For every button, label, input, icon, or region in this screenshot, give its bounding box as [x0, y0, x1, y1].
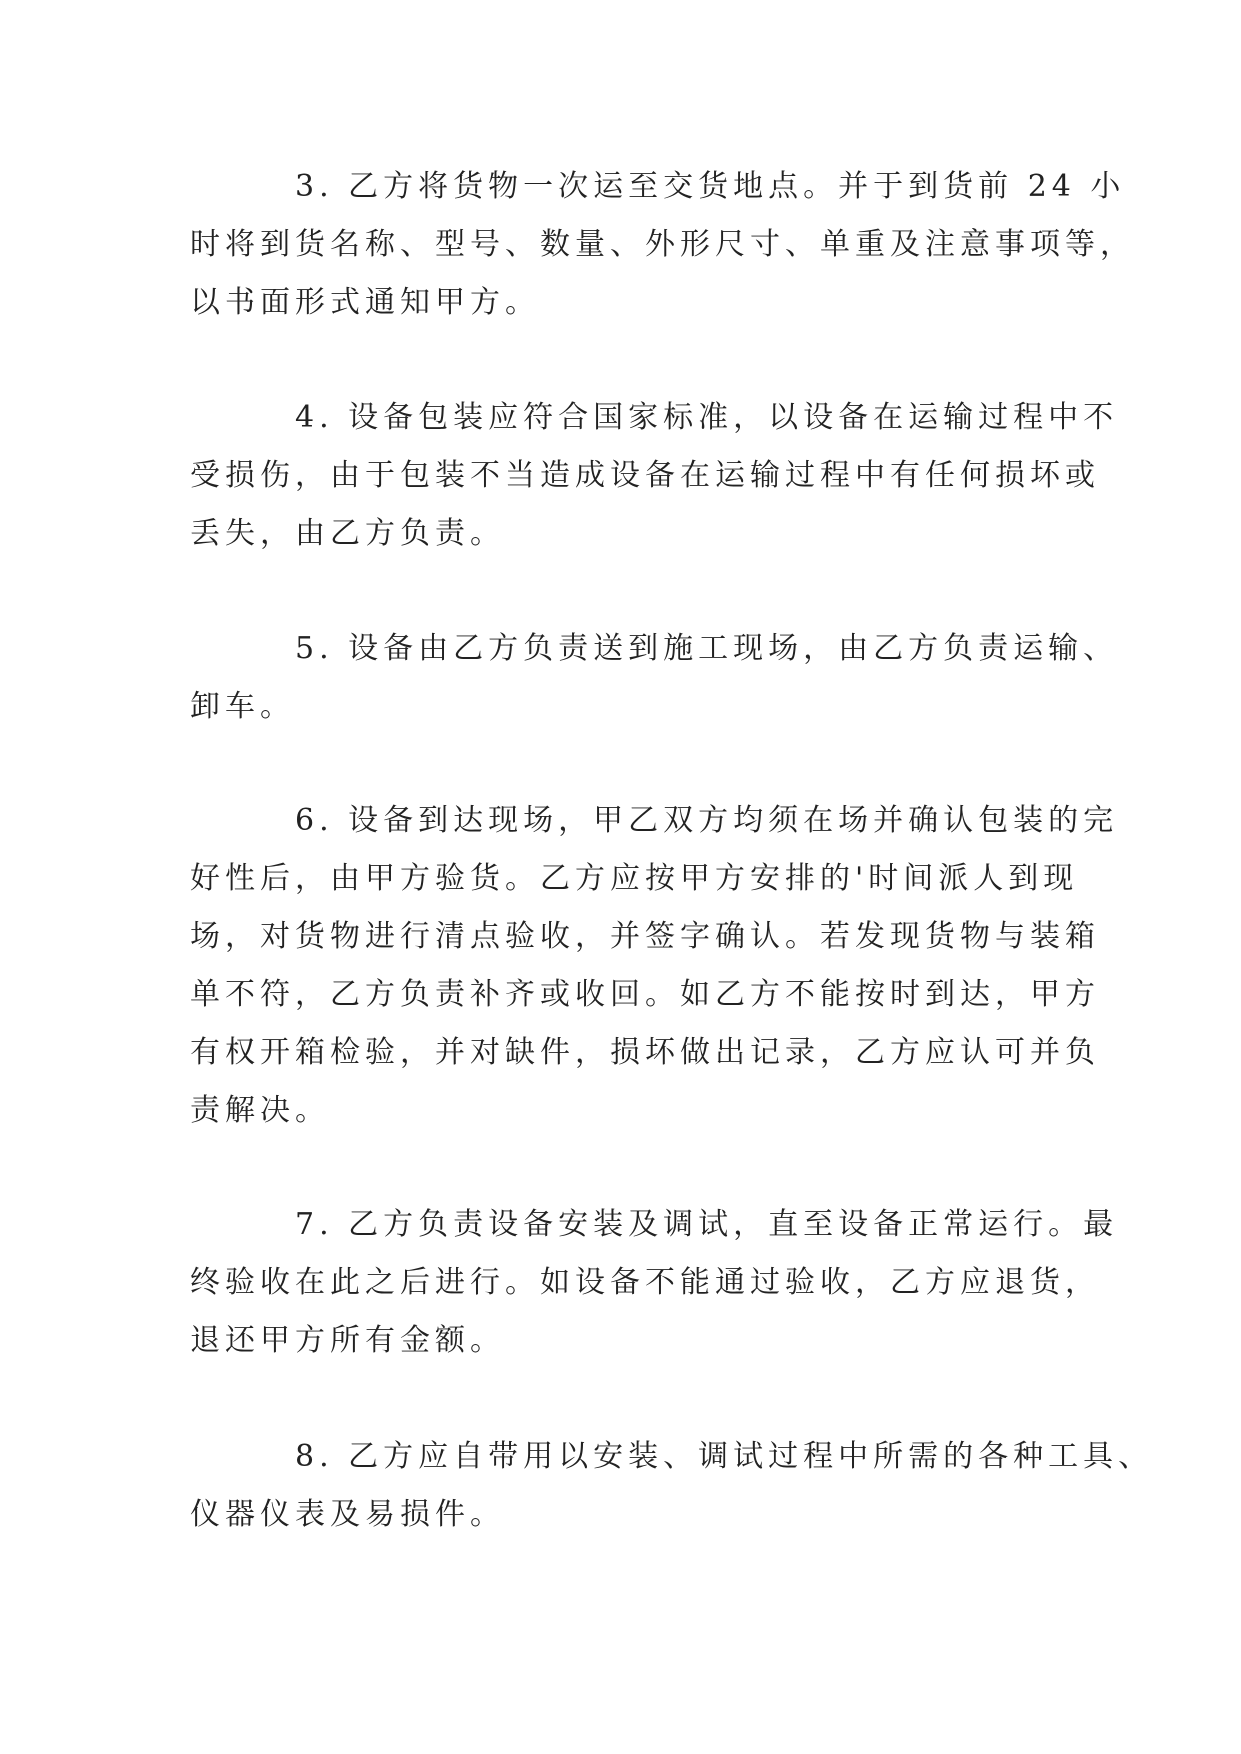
clause-8-line-2: 仪器仪表及易损件。 [190, 1497, 505, 1532]
clause-6-paragraph [190, 792, 1119, 1140]
clause-4-line-2: 受损伤，由于包装不当造成设备在运输过程中有任何损坏或 [190, 458, 1100, 493]
clause-3-paragraph [190, 158, 1135, 332]
clause-7-paragraph [190, 1196, 1119, 1370]
clause-4-line-3: 丢失，由乙方负责。 [190, 516, 505, 551]
clause-8-line-1: 8. 乙方应自带用以安装、调试过程中所需的各种工具、 [295, 1439, 1154, 1474]
clause-6-line-6: 责解决。 [190, 1093, 330, 1128]
clause-5-line-1: 5. 设备由乙方负责送到施工现场，由乙方负责运输、 [295, 631, 1119, 666]
clause-6-line-5: 有权开箱检验，并对缺件，损坏做出记录，乙方应认可并负 [190, 1035, 1100, 1070]
clause-7-line-2: 终验收在此之后进行。如设备不能通过验收，乙方应退货， [190, 1265, 1100, 1300]
clause-4-line-1: 4. 设备包装应符合国家标准，以设备在运输过程中不 [295, 400, 1119, 435]
clause-6-line-2: 好性后，由甲方验货。乙方应按甲方安排的'时间派人到现 [190, 861, 1079, 896]
clause-3-line-2: 时将到货名称、型号、数量、外形尺寸、单重及注意事项等， [190, 227, 1135, 262]
clause-4-paragraph [190, 389, 1119, 563]
clause-7-line-1: 7. 乙方负责设备安装及调试，直至设备正常运行。最 [295, 1207, 1119, 1242]
clause-6-line-4: 单不符，乙方负责补齐或收回。如乙方不能按时到达，甲方 [190, 977, 1100, 1012]
clause-3-line-3: 以书面形式通知甲方。 [190, 285, 540, 320]
clause-7-line-3: 退还甲方所有金额。 [190, 1323, 505, 1358]
clause-5-line-2: 卸车。 [190, 689, 295, 724]
clause-5-paragraph [190, 620, 1119, 736]
clause-3-line-1: 3. 乙方将货物一次运至交货地点。并于到货前 24 小 [295, 169, 1126, 204]
clause-6-line-1: 6. 设备到达现场，甲乙双方均须在场并确认包装的完 [295, 803, 1119, 838]
clause-8-paragraph [190, 1428, 1154, 1544]
clause-6-line-3: 场，对货物进行清点验收，并签字确认。若发现货物与装箱 [190, 919, 1100, 954]
